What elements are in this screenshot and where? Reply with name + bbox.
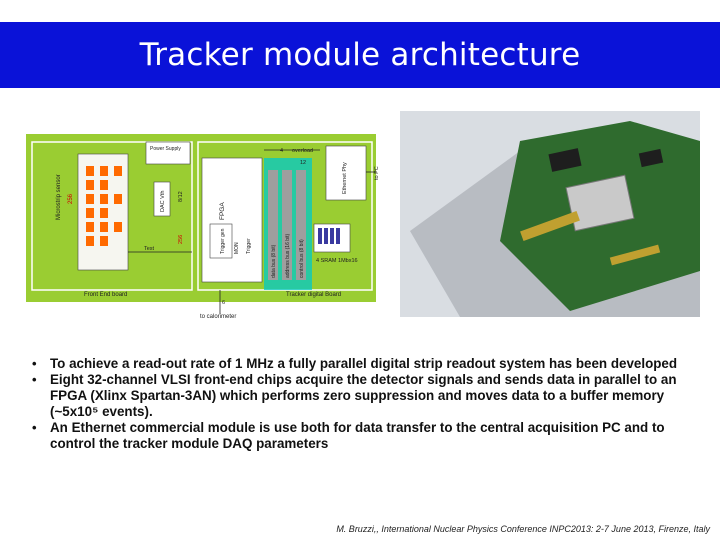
architecture-diagram-svg	[24, 120, 384, 326]
label-6: 6	[222, 300, 226, 306]
control-bus-label: control bus (8 bit)	[299, 239, 305, 278]
chip	[100, 236, 108, 246]
bullet-item	[30, 356, 710, 372]
label-12: 12	[300, 160, 307, 166]
bit-label: 8/12	[178, 191, 184, 202]
trigger-gen-label: Trigger gen	[220, 228, 226, 254]
chip	[114, 166, 122, 176]
bullet-dot-icon: •	[32, 372, 37, 387]
to-pc-label: to PC	[374, 166, 380, 180]
sram-chip	[330, 228, 334, 244]
data-bus-label: data bus (8 bit)	[271, 244, 277, 278]
chip	[86, 236, 94, 246]
chip	[86, 194, 94, 204]
architecture-diagram	[24, 120, 384, 326]
footer-citation: M. Bruzzi,, International Nuclear Physics Conference INPC2013: 2-7 June 2013, Firenze, Italy	[336, 524, 710, 534]
bullet-text: An Ethernet commercial module is use both for data transfer to the central acquisition PC and to control the tracker module DAQ parameters	[50, 420, 665, 451]
overload-label: overload	[292, 148, 314, 154]
title-bar	[0, 22, 720, 88]
trigger-label: Trigger	[246, 238, 252, 254]
ethernet-phy-label: Ethernet Phy	[342, 162, 348, 194]
power-supply-label: Power Supply	[150, 146, 181, 152]
chip	[100, 208, 108, 218]
bullet-text: Eight 32-channel VLSI front-end chips acquire the detector signals and sends data in parallel to an FPGA (Xlinx Spartan-3AN) which performs zero suppression and moves data to a buffer memory (~5x10⁵ events).	[50, 372, 677, 419]
slide-title: Tracker module architecture	[139, 37, 581, 73]
address-bus-label: address bus (16 bit)	[285, 233, 291, 278]
chip	[86, 180, 94, 190]
chip	[100, 194, 108, 204]
chip	[100, 180, 108, 190]
tracker-digital-board-label: Tracker digital Board	[286, 292, 342, 298]
microstrip-sensor-label: Microstrip sensor	[56, 174, 62, 220]
chip	[100, 222, 108, 232]
bullet-dot-icon: •	[32, 356, 37, 371]
bullet-item	[30, 420, 710, 452]
fpga-panel	[202, 158, 262, 282]
chip	[114, 222, 122, 232]
chip	[86, 208, 94, 218]
sram-chip	[318, 228, 322, 244]
front-end-board-label: Front End board	[84, 292, 128, 298]
chip	[86, 222, 94, 232]
chip	[86, 166, 94, 176]
bullet-text: To achieve a read-out rate of 1 MHz a fully parallel digital strip readout system has been developed	[50, 356, 678, 371]
bullet-list	[30, 356, 710, 452]
label-256: 256	[178, 234, 184, 244]
fpga-label: FPGA	[219, 202, 226, 220]
tracker-board-photo	[400, 111, 700, 317]
label-4: 4	[280, 148, 284, 154]
bullet-item	[30, 372, 710, 420]
dac-label: DAC Vth	[160, 190, 166, 212]
tracker-board-photo-svg	[400, 111, 700, 317]
mon-label: MON	[234, 242, 240, 254]
chip	[100, 166, 108, 176]
bullet-dot-icon: •	[32, 420, 37, 435]
label-256-left: 256	[68, 193, 74, 204]
to-calorimeter-label: to calorimeter	[200, 314, 237, 320]
sram-label: 4 SRAM 1Mbx16	[316, 258, 358, 264]
chip	[114, 194, 122, 204]
sram-chip	[336, 228, 340, 244]
test-label: Test	[144, 246, 155, 252]
sram-chip	[324, 228, 328, 244]
